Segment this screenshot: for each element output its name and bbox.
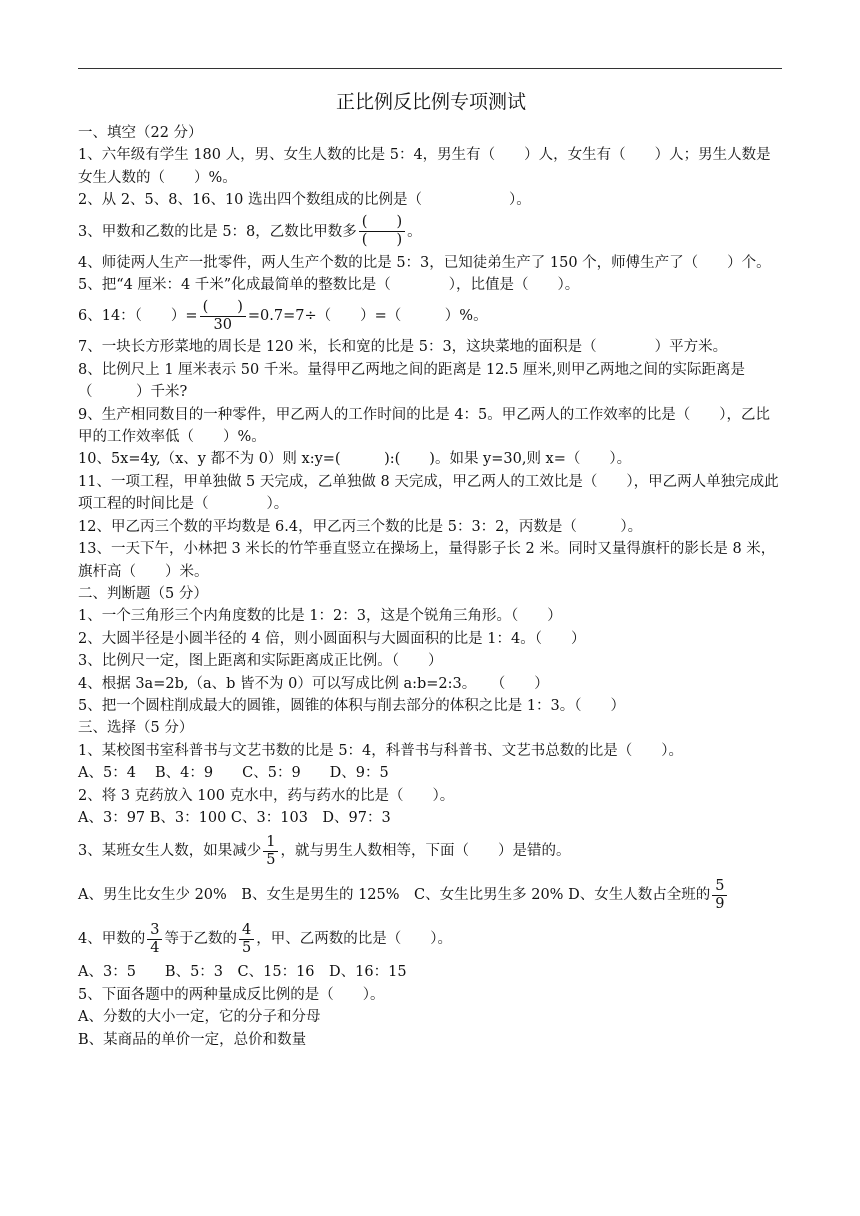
q4c-tail: ，甲、乙两数的比是（ ）。 [256, 931, 452, 948]
q6-fraction [200, 299, 246, 334]
worksheet [78, 88, 784, 1051]
q3c-fraction [263, 834, 278, 869]
choice-question-2-options: A、3：97 B、3：100 C、3：103 D、97：3 [78, 809, 391, 826]
fraction-denominator: ( ) [361, 232, 403, 249]
fill-question-13: 13、一天下午，小林把 3 米长的竹竿垂直竖立在操场上，量得影子长 2 米。同时又量得旗杆的影长是 8 米，旗杆高（ ）米。 [78, 541, 776, 580]
choice-question-5: 5、下面各题中的两种量成反比例的是（ ）。 [78, 986, 385, 1003]
fraction-numerator: 4 [239, 922, 254, 940]
q3-fraction [359, 214, 405, 249]
fraction-denominator: 5 [241, 939, 252, 956]
choice-question-4 [78, 917, 784, 961]
judge-question-4: 4、根据 3a=2b,（a、b 皆不为 0）可以写成比例 a:b=2:3。 （ ） [78, 675, 549, 692]
section-heading-fill: 一、填空（22 分） [78, 125, 203, 141]
fill-question-3 [78, 212, 784, 252]
fraction-numerator: 3 [147, 922, 162, 940]
header-rule [78, 68, 782, 69]
judge-question-3: 3、比例尺一定，图上距离和实际距离成正比例。（ ） [78, 653, 443, 670]
choice-question-1: 1、某校图书室科普书与文艺书数的比是 5：4，科普书与科普书、文艺书总数的比是（ ）。 [78, 742, 684, 759]
judge-question-5: 5、把一个圆柱削成最大的圆锥，圆锥的体积与削去部分的体积之比是 1：3。（ ） [78, 697, 626, 714]
choice-question-1-options: A、5：4 B、4：9 C、5：9 D、9：5 [78, 765, 389, 782]
q6-tail: =0.7=7÷（ ）=（ ）%。 [247, 308, 488, 325]
fill-question-11: 11、一项工程，甲单独做 5 天完成，乙单独做 8 天完成，甲乙两人的工效比是（ ），甲乙两人单独完成此项工程的时间比是（ ）。 [78, 473, 779, 513]
fill-question-8: 8、比例尺上 1 厘米表示 50 千米。量得甲乙两地之间的距离是 12.5 厘米,则甲乙两地之间的实际距离是（ ）千米? [78, 361, 745, 401]
q4c-fraction-1 [147, 922, 162, 957]
q4c-middle: 等于乙数的 [164, 931, 237, 948]
q4c-text: 4、甲数的 [78, 931, 146, 948]
page-title: 正比例反比例专项测试 [335, 91, 526, 113]
q6-text: 6、14：（ ）= [78, 308, 198, 325]
fill-question-1: 1、六年级有学生 180 人，男、女生人数的比是 5：4，男生有（ ）人，女生有（ ）人；男生人数是女生人数的（ ）%。 [78, 147, 771, 186]
q3c-text: 3、某班女生人数，如果减少 [78, 843, 262, 860]
choice-question-4-options: A、3：5 B、5：3 C、15：16 D、16：15 [78, 964, 407, 981]
q4c-fraction-2 [239, 922, 254, 957]
fraction-denominator: 9 [715, 895, 725, 912]
q3c-options-fraction [712, 878, 727, 913]
fill-question-2: 2、从 2、5、8、16、10 选出四个数组成的比例是（ ）。 [78, 192, 531, 209]
fill-question-4: 4、师徒两人生产一批零件，两人生产个数的比是 5：3，已知徒弟生产了 150 个，师傅生产了（ ）个。 [78, 254, 771, 271]
choice-question-3 [78, 829, 784, 873]
q3c-tail: ，就与男生人数相等，下面（ ）是错的。 [280, 843, 571, 860]
fraction-denominator: 5 [266, 851, 276, 868]
fill-question-7: 7、一块长方形菜地的周长是 120 米，长和宽的比是 5：3，这块菜地的面积是（ ）平方米。 [78, 339, 728, 356]
fill-question-12: 12、甲乙丙三个数的平均数是 6.4，甲乙丙三个数的比是 5：3：2，丙数是（ ）。 [78, 518, 643, 535]
choice-question-5-option-a: A、分数的大小一定，它的分子和分母 [78, 1009, 321, 1026]
choice-question-2: 2、将 3 克药放入 100 克水中，药与药水的比是（ ）。 [78, 787, 455, 804]
judge-question-2: 2、大圆半径是小圆半径的 4 倍，则小圆面积与大圆面积的比是 1：4。（ ） [78, 630, 586, 647]
fill-question-5: 5、把“4 厘米：4 千米”化成最简单的整数比是（ ），比值是（ ）。 [78, 277, 580, 294]
fill-question-10: 10、5x=4y,（x、y 都不为 0）则 x:y=( ):( )。如果 y=30,则 x=（ ）。 [78, 451, 632, 468]
q3c-options-text: A、男生比女生少 20% B、女生是男生的 125% C、女生比男生多 20% D、女生人数占全班的 [78, 887, 711, 904]
judge-question-1: 1、一个三角形三个内角度数的比是 1：2：3，这是个锐角三角形。（ ） [78, 608, 562, 625]
fraction-numerator: ( ) [200, 299, 246, 317]
section-heading-judge: 二、判断题（5 分） [78, 585, 208, 602]
fraction-numerator: ( ) [359, 214, 405, 232]
q3-text: 3、甲数和乙数的比是 5：8，乙数比甲数多 [78, 223, 357, 240]
fraction-denominator: 4 [150, 939, 160, 956]
fill-question-6 [78, 296, 784, 336]
fraction-numerator: 1 [263, 834, 278, 852]
q3-tail: 。 [407, 223, 422, 240]
section-heading-choice: 三、选择（5 分） [78, 720, 194, 737]
fraction-denominator: 30 [213, 316, 232, 333]
choice-question-3-options [78, 873, 784, 917]
fraction-numerator: 5 [712, 878, 727, 896]
choice-question-5-option-b: B、某商品的单价一定，总价和数量 [78, 1031, 307, 1048]
fill-question-9: 9、生产相同数目的一种零件，甲乙两人的工作时间的比是 4：5。甲乙两人的工作效率的比是（ ），乙比甲的工作效率低（ ）%。 [78, 406, 771, 446]
